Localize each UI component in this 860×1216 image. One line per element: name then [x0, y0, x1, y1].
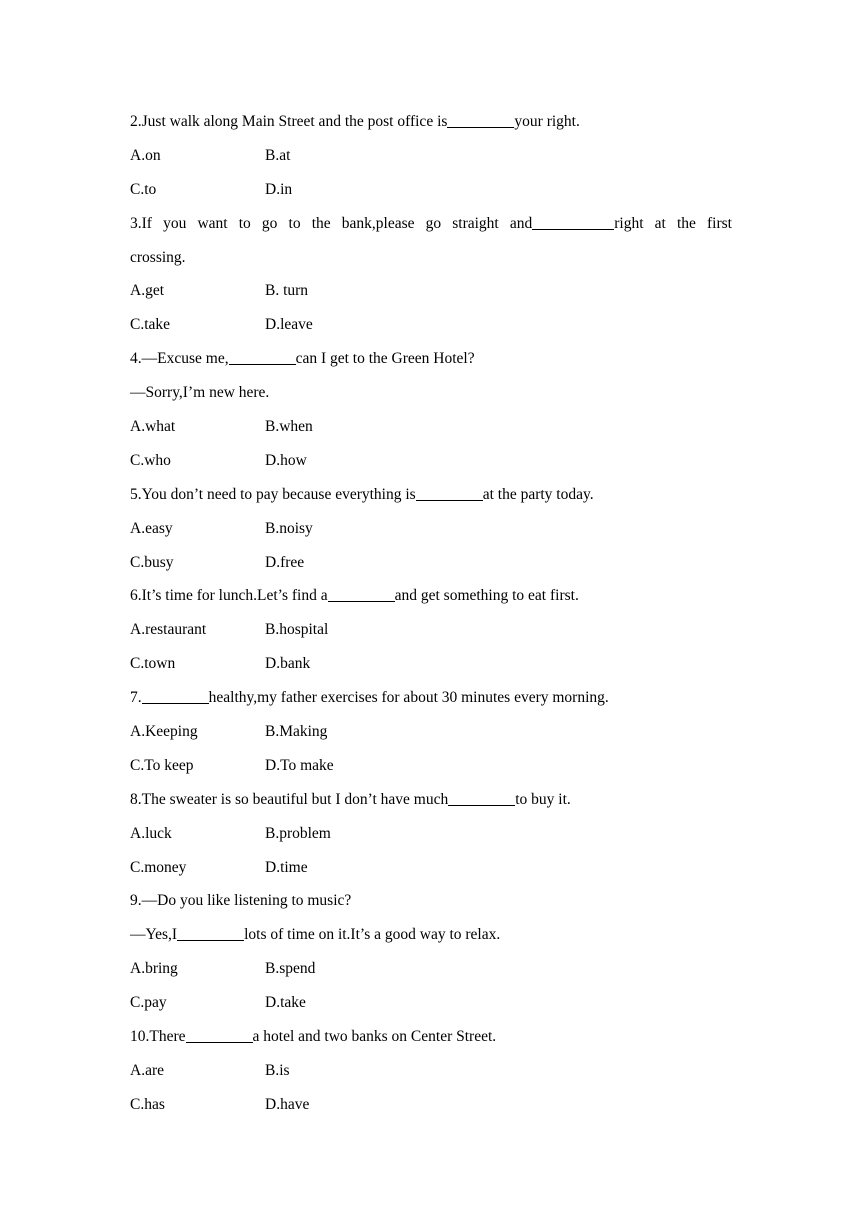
question-text: 2.Just walk along Main Street and the post office is: [130, 113, 448, 130]
option-b: B.problem: [265, 824, 331, 842]
question-4-options-row-1: [130, 410, 732, 444]
option-b: B.Making: [265, 723, 328, 741]
question-8-options-row-1: [130, 817, 732, 851]
answer-blank: [532, 213, 614, 230]
question-6-options-row-1: [130, 613, 732, 647]
answer-blank: [142, 688, 209, 705]
option-c: C.town: [130, 655, 176, 673]
question-text: 4.—Excuse me,: [130, 350, 229, 368]
option-a: A.get: [130, 282, 165, 300]
option-a: A.easy: [130, 519, 173, 537]
option-b: B. turn: [265, 282, 309, 300]
option-a: A.on: [130, 146, 161, 164]
option-a: A.luck: [130, 824, 172, 842]
answer-blank: [177, 925, 244, 942]
question-2-options-row-1: [130, 139, 732, 173]
question-6-stem: [130, 579, 732, 613]
question-text: 6.It’s time for lunch.Let’s find a: [130, 587, 328, 605]
option-b: B.hospital: [265, 621, 329, 639]
option-d: D.To make: [265, 756, 334, 774]
question-text: healthy,my father exercises for about 30 minutes every morning.: [208, 689, 609, 707]
option-a: A.are: [130, 1061, 164, 1079]
question-text: to buy it.: [515, 790, 571, 808]
question-9-stem: 9.—Do you like listening to music?: [130, 892, 352, 910]
question-2-stem: [130, 105, 732, 139]
option-b: B.noisy: [265, 519, 313, 537]
question-7-options-row-1: [130, 715, 732, 749]
option-c: C.has: [130, 1095, 165, 1113]
option-a: A.Keeping: [130, 723, 198, 741]
answer-blank: [328, 586, 395, 603]
question-10-options-row-1: [130, 1054, 732, 1088]
option-d: D.in: [265, 180, 293, 198]
option-d: D.bank: [265, 655, 311, 673]
question-text: 3.If you want to go to the bank,please go straight and: [130, 214, 533, 232]
question-text: lots of time on it.It’s a good way to relax.: [244, 926, 501, 944]
option-b: B.when: [265, 418, 313, 436]
question-text: 8.The sweater is so beautiful but I don’t have much: [130, 790, 449, 808]
option-b: B.spend: [265, 960, 316, 978]
question-8-options-row-2: [130, 851, 732, 885]
question-text: 7.: [130, 689, 142, 707]
option-d: D.take: [265, 994, 306, 1012]
option-d: D.time: [265, 858, 308, 876]
question-2-options-row-2: [130, 173, 732, 207]
option-b: B.is: [265, 1061, 290, 1079]
question-5-stem: [130, 478, 732, 512]
answer-blank: [186, 1027, 253, 1044]
question-3-stem: [130, 207, 732, 241]
question-4-stem: [130, 342, 732, 376]
question-8-stem: [130, 783, 732, 817]
question-3-options-row-1: [130, 274, 732, 308]
question-5-options-row-1: [130, 512, 732, 546]
option-d: D.free: [265, 553, 305, 571]
question-7-stem: [130, 681, 732, 715]
question-text: right at the first: [614, 214, 732, 232]
question-7-options-row-2: [130, 749, 732, 783]
option-c: C.to: [130, 180, 157, 198]
option-c: C.who: [130, 451, 171, 469]
question-text: can I get to the Green Hotel?: [295, 350, 475, 368]
question-9-options-row-2: [130, 986, 732, 1020]
option-b: B.at: [265, 146, 291, 164]
question-6-options-row-2: [130, 647, 732, 681]
question-text: 10.There: [130, 1028, 186, 1046]
option-a: A.what: [130, 418, 176, 436]
question-text: 5.You don’t need to pay because everything is: [130, 485, 416, 503]
question-9-options-row-1: [130, 952, 732, 986]
option-c: C.pay: [130, 994, 167, 1012]
answer-blank: [447, 112, 514, 129]
option-d: D.have: [265, 1095, 310, 1113]
option-c: C.money: [130, 858, 187, 876]
question-10-options-row-2: [130, 1088, 732, 1122]
question-text: at the party today.: [482, 485, 594, 503]
question-10-stem: [130, 1020, 732, 1054]
question-text: and get something to eat first.: [394, 587, 579, 605]
question-9-reply: [130, 918, 732, 952]
answer-blank: [416, 484, 483, 501]
option-a: A.bring: [130, 960, 178, 978]
question-text: a hotel and two banks on Center Street.: [252, 1028, 497, 1046]
answer-blank: [229, 349, 296, 366]
question-5-options-row-2: [130, 546, 732, 580]
option-d: D.how: [265, 451, 307, 469]
option-c: C.take: [130, 316, 171, 334]
question-4-options-row-2: [130, 444, 732, 478]
question-3-stem-continued: crossing.: [130, 248, 186, 266]
option-c: C.busy: [130, 553, 174, 571]
question-3-options-row-2: [130, 308, 732, 342]
option-a: A.restaurant: [130, 621, 207, 639]
option-c: C.To keep: [130, 756, 194, 774]
option-d: D.leave: [265, 316, 313, 334]
question-text: your right.: [514, 113, 580, 130]
question-text: —Yes,I: [130, 926, 178, 944]
worksheet: [130, 105, 732, 1122]
answer-blank: [448, 789, 515, 806]
question-4-reply: —Sorry,I’m new here.: [130, 384, 270, 402]
